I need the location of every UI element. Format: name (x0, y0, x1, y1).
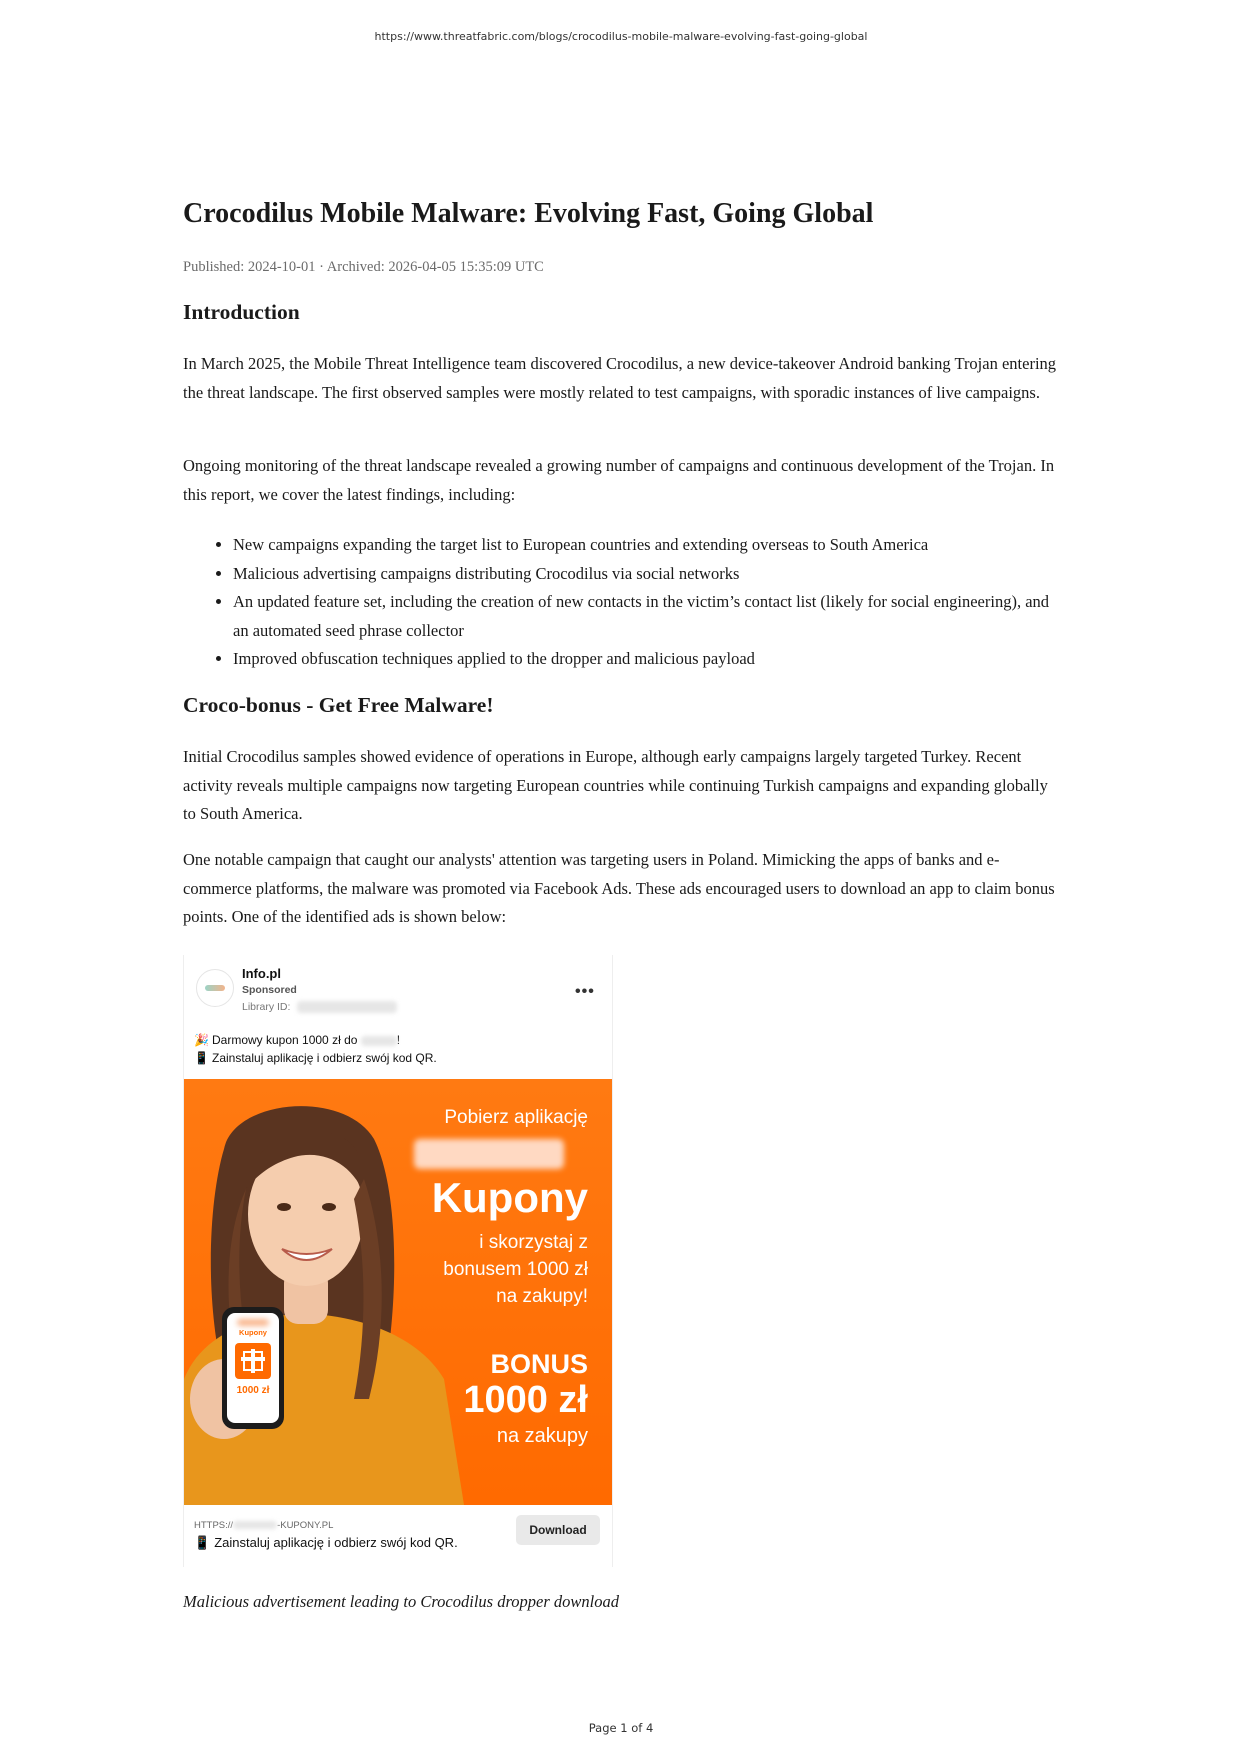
ad-line2-text: Zainstaluj aplikację i odbierz swój kod QR. (212, 1051, 437, 1065)
sponsored-label: Sponsored (242, 984, 297, 996)
intro-heading: Introduction (183, 300, 300, 324)
ad-footer-text (194, 1535, 458, 1551)
intro-paragraph-2: Ongoing monitoring of the threat landscape revealed a growing number of campaigns and continuous development of the Trojan. In this report, we cover the latest findings, including: (183, 456, 1055, 504)
intro-paragraph-1: In March 2025, the Mobile Threat Intelligence team discovered Crocodilus, a new device-takeover Android banking Trojan entering the threat landscape. The first observed samples were mostly related to test campaigns, with sporadic instances of live campaigns. (183, 354, 1057, 402)
ad-screenshot (183, 955, 613, 1567)
ad-creative-image (184, 1079, 612, 1505)
findings-list (183, 531, 1063, 674)
bonus-sub: na zakupy (496, 1425, 588, 1447)
list-item: • Malicious advertising campaigns distributing Crocodilus via social networks (233, 560, 1063, 589)
party-popper-icon: 🎉 (194, 1033, 209, 1047)
ad-text-line-1 (194, 1033, 400, 1047)
redacted-domain (233, 1521, 277, 1529)
ad-brand: Kupony (431, 1174, 588, 1221)
phone-mockup (222, 1307, 284, 1429)
ad-url-suffix: -KUPONY.PL (277, 1520, 334, 1531)
list-item: • Improved obfuscation techniques applied to the dropper and malicious payload (233, 645, 1063, 674)
phone-label: Kupony (239, 1328, 267, 1337)
gift-icon (235, 1343, 271, 1379)
phone-icon: 📱 (194, 1535, 211, 1550)
list-item: • An updated feature set, including the creation of new contacts in the victim’s contact list (likely for social engineering), and an automated seed phrase collector (233, 588, 1063, 645)
phone-icon: 📱 (194, 1051, 209, 1065)
ad-line-3: na zakupy! (496, 1286, 588, 1307)
redacted-library-id (297, 1001, 397, 1013)
article-title: Crocodilus Mobile Malware: Evolving Fast, Going Global (183, 198, 874, 229)
ad-line1-before: Darmowy kupon 1000 zł do (212, 1033, 361, 1047)
page-number: Page 1 of 4 (588, 1721, 654, 1735)
bonus-amount: 1000 zł (463, 1379, 588, 1421)
ad-heading: Pobierz aplikację (444, 1107, 588, 1128)
bonus-label: BONUS (490, 1349, 588, 1379)
redacted-brand-banner (414, 1139, 564, 1169)
list-item: • New campaigns expanding the target list to European countries and extending overseas to South America (233, 531, 1063, 560)
advertiser-logo (196, 969, 234, 1007)
advertiser-name: Info.pl (242, 966, 281, 981)
phone-amount: 1000 zł (236, 1385, 270, 1396)
ad-footer-url (194, 1520, 333, 1531)
section-heading-croco-bonus: Croco-bonus - Get Free Malware! (183, 693, 494, 717)
library-id (242, 1001, 397, 1013)
section2-paragraph-2: One notable campaign that caught our analysts' attention was targeting users in Poland. Mimicking the apps of banks and e-commerce platforms, the malware was promoted via Facebook Ads. These ads encouraged users to download an app to claim bonus points. One of the identified ads is shown below: (183, 850, 1055, 926)
download-button[interactable]: Download (516, 1515, 600, 1545)
page-url-header: https://www.threatfabric.com/blogs/crocodilus-mobile-malware-evolving-fast-going-global (374, 30, 868, 43)
ad-footer-text-content: Zainstaluj aplikację i odbierz swój kod QR. (214, 1535, 458, 1550)
library-id-label: Library ID: (242, 1001, 291, 1013)
ad-line-1: i skorzystaj z (479, 1232, 588, 1253)
figure-caption: Malicious advertisement leading to Crocodilus dropper download (183, 1592, 619, 1611)
redacted-brand (361, 1036, 397, 1046)
ad-url-prefix: HTTPS:// (194, 1520, 234, 1531)
ad-line1-after: ! (396, 1033, 401, 1047)
section2-paragraph-1: Initial Crocodilus samples showed evidence of operations in Europe, although early campaigns largely targeted Turkey. Recent activity reveals multiple campaigns now targeting European countries while continuing Turkish campaigns and expanding globally to South America. (183, 747, 1048, 823)
ad-text-line-2 (194, 1051, 437, 1065)
more-options-icon: ••• (575, 983, 595, 1000)
ad-line-2: bonusem 1000 zł (443, 1259, 588, 1280)
article-meta: Published: 2024-10-01 · Archived: 2026-04-05 15:35:09 UTC (183, 259, 544, 275)
